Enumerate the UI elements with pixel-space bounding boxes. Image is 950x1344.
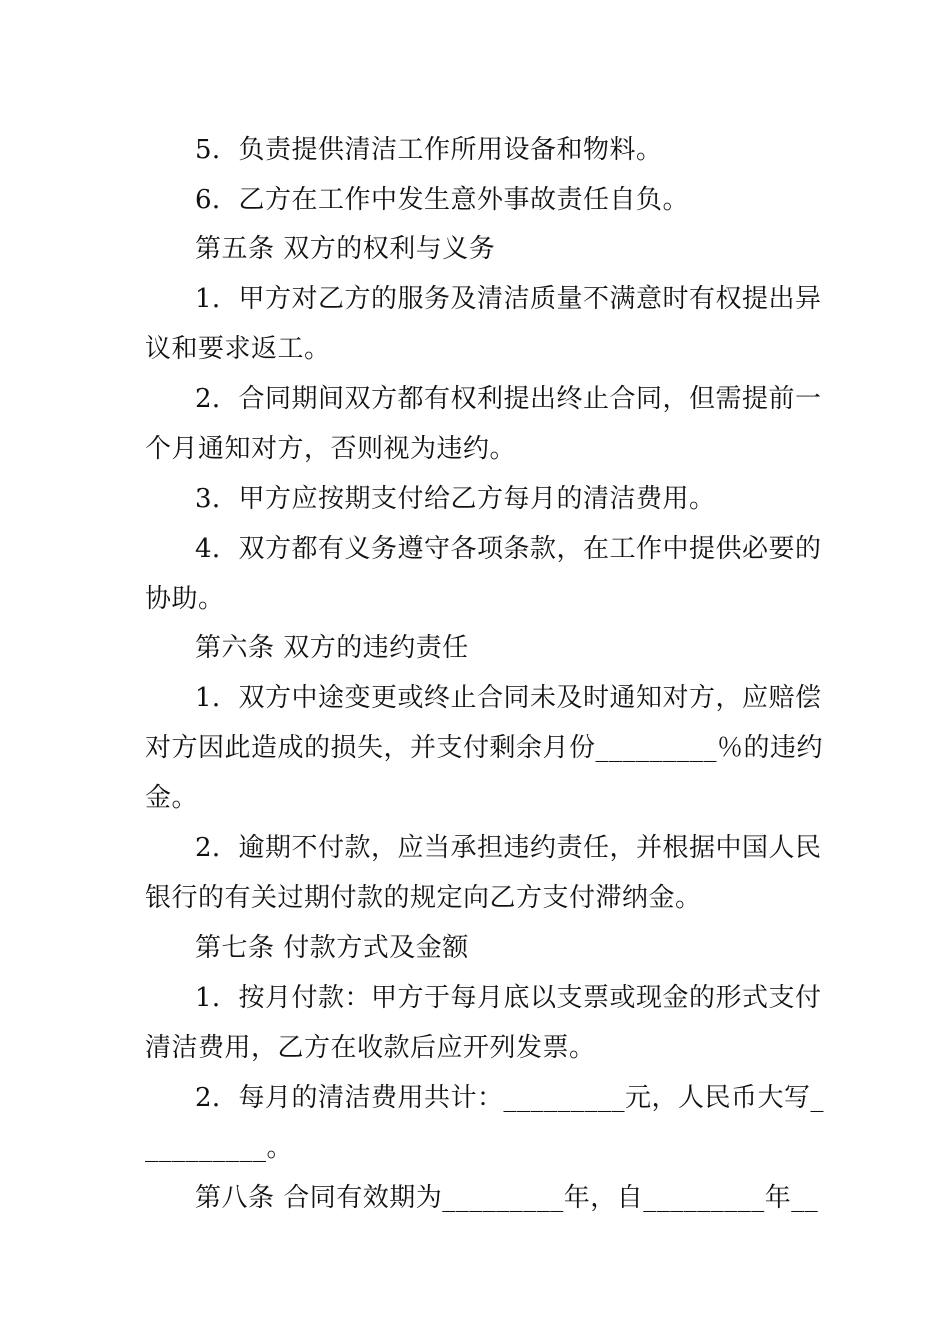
document-line: 4．双方都有义务遵守各项条款，在工作中提供必要的 [195,534,822,564]
document-line: 6．乙方在工作中发生意外事故责任自负。 [195,185,690,215]
document-line: 个月通知对方，否则视为违约。 [145,434,517,464]
document-line: 对方因此造成的损失，并支付剩余月份_________％的违约 [145,733,824,763]
document-line: 清洁费用，乙方在收款后应开列发票。 [145,1033,596,1063]
document-line: 2．每月的清洁费用共计：_________元，人民币大写_ [195,1083,825,1113]
document-line: 1．双方中途变更或终止合同未及时通知对方，应赔偿 [195,683,822,713]
document-line: 第八条 合同有效期为_________年，自_________年__ [195,1183,819,1213]
document-line: 议和要求返工。 [145,334,331,364]
document-line: 2．合同期间双方都有权利提出终止合同，但需提前一 [195,384,822,414]
document-line: 第五条 双方的权利与义务 [195,234,496,264]
document-line: 第七条 付款方式及金额 [195,933,469,963]
document-line: 3．甲方应按期支付给乙方每月的清洁费用。 [195,484,716,514]
document-line: 银行的有关过期付款的规定向乙方支付滞纳金。 [145,883,702,913]
document-line: 1．按月付款：甲方于每月底以支票或现金的形式支付 [195,983,822,1013]
document-line: 协助。 [145,584,225,614]
document-line: 2．逾期不付款，应当承担违约责任，并根据中国人民 [195,833,822,863]
document-line: 第六条 双方的违约责任 [195,633,469,663]
document-line: 金。 [145,783,199,813]
document-line: _________。 [145,1133,294,1163]
document-line: 1．甲方对乙方的服务及清洁质量不满意时有权提出异 [195,284,822,314]
document-line: 5．负责提供清洁工作所用设备和物料。 [195,135,663,165]
